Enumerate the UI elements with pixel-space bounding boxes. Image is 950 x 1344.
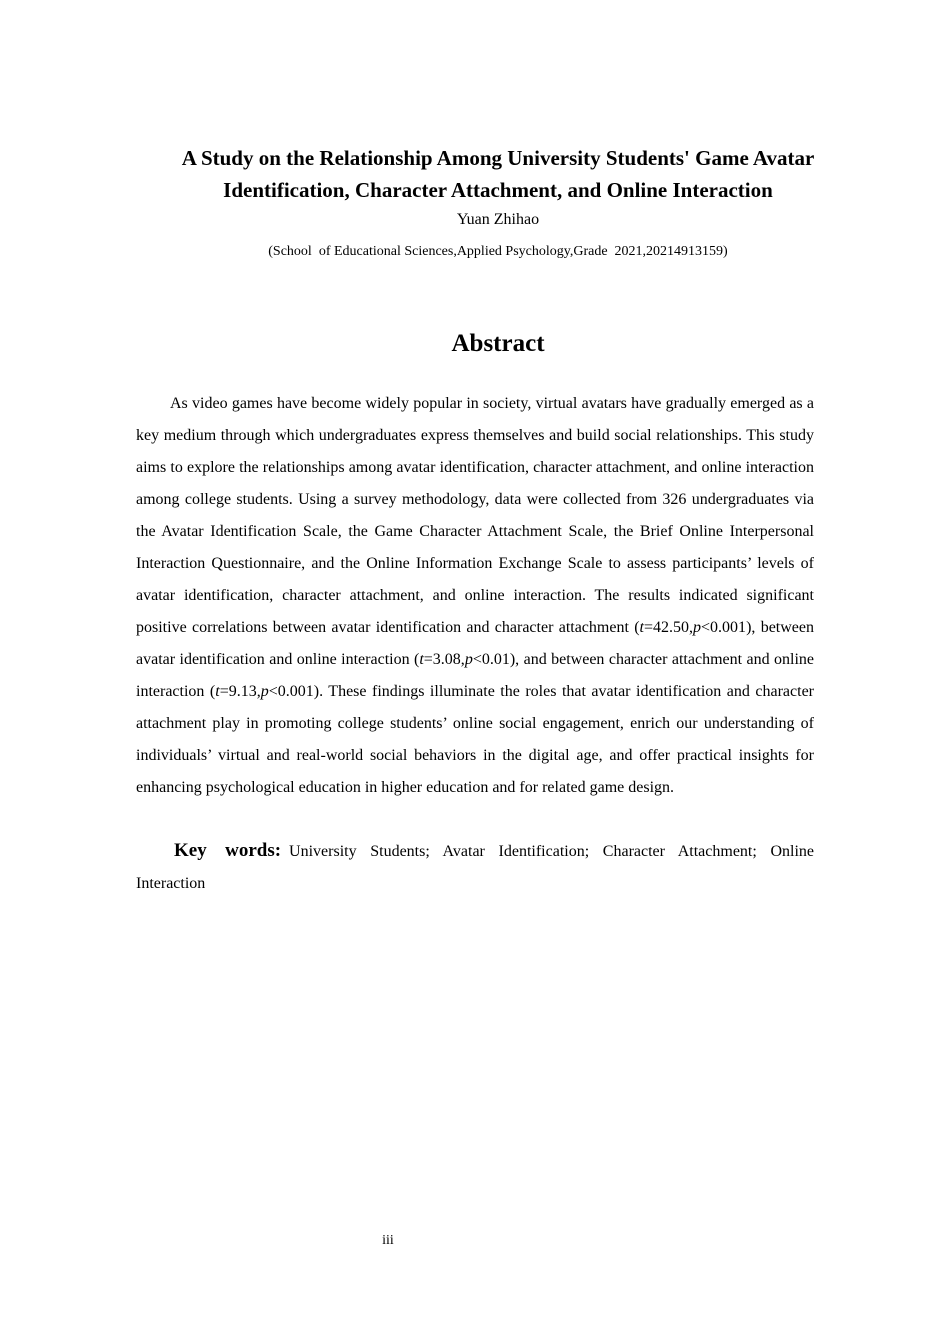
stat-t-value: =42.50, — [644, 619, 694, 636]
stat-t-symbol: t — [419, 651, 424, 668]
stat-t-symbol: t — [639, 619, 644, 636]
abstract-text-part-3: ), and between character attachment and online interaction ( — [136, 651, 814, 700]
abstract-text-part-4: ). These findings illuminate the roles that avatar identification and character attachment play in promoting college students’ online social engagement, enrich our understanding of individuals’ virtual and real-world social behaviors in the digital age, and offer practical insights for enhancing psychological education in higher education and for related game design. — [136, 683, 815, 796]
stat-p-value: <0.01 — [472, 651, 510, 668]
keywords-label: Key words: — [174, 840, 282, 861]
stat-p-symbol: p — [464, 651, 473, 668]
stat-t-value: =9.13, — [219, 683, 261, 700]
stat-p-value: <0.001 — [701, 619, 747, 636]
stat-t-value: =3.08, — [423, 651, 465, 668]
paper-title: A Study on the Relationship Among University Students' Game Avatar Identification, Character Attachment, and Online Interaction — [181, 146, 815, 202]
page-number: iii — [382, 1233, 394, 1248]
keywords-list: University Students; Avatar Identification; Character Attachment; Online Interaction — [136, 843, 814, 892]
author-name: Yuan Zhihao — [456, 211, 540, 228]
stat-p-symbol: p — [693, 619, 702, 636]
abstract-heading: Abstract — [451, 330, 545, 357]
stat-t-symbol: t — [215, 683, 220, 700]
author-affiliation: (School of Educational Sciences,Applied Psychology,Grade 2021,20214913159) — [268, 244, 728, 259]
keywords-paragraph — [136, 835, 814, 900]
stat-p-value: <0.001 — [268, 683, 314, 700]
abstract-text-part-2: ), between avatar identification and online interaction ( — [136, 619, 814, 668]
abstract-paragraph — [136, 388, 814, 804]
abstract-text-part-1: As video games have become widely popular in society, virtual avatars have gradually emerged as a key medium through which undergraduates express themselves and build social relationships. This study aims to explore the relationships among avatar identification, character attachment, and online interaction among college students. Using a survey methodology, data were collected from 326 undergraduates via the Avatar Identification Scale, the Game Character Attachment Scale, the Brief Online Interpersonal Interaction Questionnaire, and the Online Information Exchange Scale to assess participants’ levels of avatar identification, character attachment, and online interaction. The results indicated significant positive correlations between avatar identification and character attachment ( — [136, 395, 814, 636]
stat-p-symbol: p — [260, 683, 269, 700]
